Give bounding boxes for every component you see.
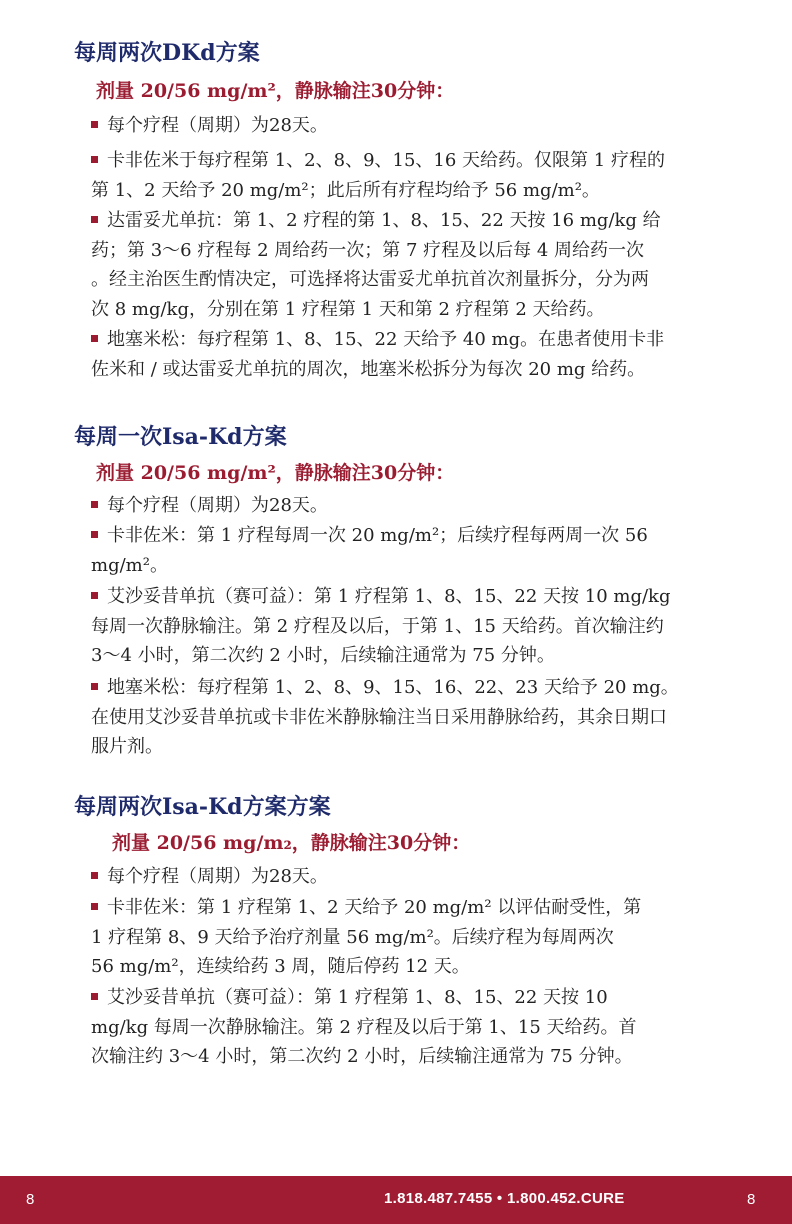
- list-item: [91, 521, 731, 580]
- list-item-line: [91, 295, 731, 325]
- list-item-text: 卡非佐米于每疗程第 1、2、8、9、15、16 天给药。仅限第 1 疗程的: [107, 150, 665, 171]
- page-number-right: 8: [747, 1191, 756, 1208]
- list-item-line: [91, 893, 731, 923]
- list-item-line: [91, 703, 731, 733]
- list-item-text: 次 8 mg/kg，分别在第 1 疗程第 1 天和第 2 疗程第 2 天给药。: [91, 298, 605, 320]
- list-item-text: 56 mg/m²，连续给药 3 周，随后停药 12 天。: [91, 956, 470, 977]
- list-item-line: [91, 983, 731, 1013]
- list-item-line: [91, 923, 731, 953]
- bullet-square-icon: [91, 872, 98, 879]
- list-item: [91, 491, 731, 521]
- list-item-line: [91, 236, 731, 266]
- list-item-text: 卡非佐米：第 1 疗程第 1、2 天给予 20 mg/m² 以评估耐受性，第: [107, 897, 642, 918]
- list-item: [91, 111, 731, 141]
- list-item-text: 第 1、2 天给予 20 mg/m²；此后所有疗程均给予 56 mg/m²。: [91, 179, 600, 201]
- bullet-square-icon: [91, 531, 98, 538]
- list-item-line: [91, 355, 731, 385]
- bullet-square-icon: [91, 156, 98, 163]
- list-item-text: 每个疗程（周期）为28天。: [107, 866, 328, 887]
- footer-bar: [0, 1176, 792, 1224]
- list-item-text: 佐米和 / 或达雷妥尤单抗的周次，地塞米松拆分为每次 20 mg 给药。: [91, 358, 646, 380]
- list-item-line: [91, 862, 731, 892]
- list-item-line: [91, 673, 731, 703]
- bullet-square-icon: [91, 993, 98, 1000]
- list-item-line: [91, 206, 731, 236]
- list-item-line: [91, 1042, 731, 1072]
- list-item-line: [91, 732, 731, 762]
- bullet-square-icon: [91, 121, 98, 128]
- section-title: 每周一次Isa-Kd方案: [74, 424, 287, 450]
- bullet-square-icon: [91, 592, 98, 599]
- section-title: 每周两次Isa-Kd方案方案: [74, 794, 331, 820]
- list-item-line: [91, 551, 731, 581]
- list-item: [91, 983, 731, 1072]
- list-item-text: 卡非佐米：第 1 疗程每周一次 20 mg/m²；后续疗程每两周一次 56: [107, 525, 648, 546]
- list-item-line: [91, 111, 731, 141]
- bullet-square-icon: [91, 335, 98, 342]
- list-item-text: mg/kg 每周一次静脉输注。第 2 疗程及以后于第 1、15 天给药。首: [91, 1016, 637, 1038]
- list-item: [91, 325, 731, 384]
- section-title: 每周两次DKd方案: [74, 40, 260, 66]
- list-item-line: [91, 612, 731, 642]
- list-item-line: [91, 491, 731, 521]
- dose-heading: 剂量 20/56 mg/m²，静脉输注30分钟：: [96, 80, 455, 102]
- list-item: [91, 582, 731, 671]
- bullet-square-icon: [91, 903, 98, 910]
- list-item-text: 地塞米松：每疗程第 1、8、15、22 天给予 40 mg。在患者使用卡非: [107, 329, 665, 350]
- list-item: [91, 206, 731, 324]
- list-item-text: 3〜4 小时，第二次约 2 小时，后续输注通常为 75 分钟。: [91, 645, 555, 666]
- list-item: [91, 146, 731, 205]
- phone-numbers: 1.818.487.7455 • 1.800.452.CURE: [384, 1190, 625, 1207]
- list-item-text: 1 疗程第 8、9 天给予治疗剂量 56 mg/m²。后续疗程为每周两次: [91, 926, 614, 948]
- dose-heading: 剂量 20/56 mg/m₂，静脉输注30分钟：: [112, 832, 471, 854]
- list-item-text: 药；第 3〜6 疗程每 2 周给药一次；第 7 疗程及以后每 4 周给药一次: [91, 239, 645, 261]
- list-item-text: 每个疗程（周期）为28天。: [107, 495, 328, 516]
- list-item-text: mg/m²。: [91, 554, 168, 576]
- list-item-text: 。经主治医生酌情决定，可选择将达雷妥尤单抗首次剂量拆分，分为两: [91, 269, 649, 290]
- page-number-left: 8: [26, 1191, 35, 1208]
- list-item: [91, 893, 731, 982]
- list-item-text: 地塞米松：每疗程第 1、2、8、9、15、16、22、23 天给予 20 mg。: [107, 677, 679, 698]
- list-item-line: [91, 582, 731, 612]
- list-item-line: [91, 325, 731, 355]
- list-item-line: [91, 265, 731, 295]
- list-item-line: [91, 952, 731, 982]
- list-item-line: [91, 641, 731, 671]
- list-item-text: 艾沙妥昔单抗（赛可益）：第 1 疗程第 1、8、15、22 天按 10: [107, 987, 608, 1008]
- list-item-text: 艾沙妥昔单抗（赛可益）：第 1 疗程第 1、8、15、22 天按 10 mg/kg: [107, 586, 671, 607]
- bullet-square-icon: [91, 216, 98, 223]
- list-item-line: [91, 176, 731, 206]
- list-item-line: [91, 146, 731, 176]
- dose-heading: 剂量 20/56 mg/m²，静脉输注30分钟：: [96, 462, 455, 484]
- list-item: [91, 673, 731, 762]
- list-item-text: 次输注约 3〜4 小时，第二次约 2 小时，后续输注通常为 75 分钟。: [91, 1046, 633, 1067]
- list-item-line: [91, 1013, 731, 1043]
- list-item-text: 达雷妥尤单抗：第 1、2 疗程的第 1、8、15、22 天按 16 mg/kg 给: [107, 210, 661, 231]
- list-item-text: 在使用艾沙妥昔单抗或卡非佐米静脉输注当日采用静脉给药，其余日期口: [91, 706, 667, 728]
- list-item-text: 每周一次静脉输注。第 2 疗程及以后，于第 1、15 天给药。首次输注约: [91, 615, 664, 637]
- list-item-text: 每个疗程（周期）为28天。: [107, 115, 328, 136]
- list-item: [91, 862, 731, 892]
- list-item-text: 服片剂。: [91, 736, 163, 757]
- list-item-line: [91, 521, 731, 551]
- bullet-square-icon: [91, 501, 98, 508]
- bullet-square-icon: [91, 683, 98, 690]
